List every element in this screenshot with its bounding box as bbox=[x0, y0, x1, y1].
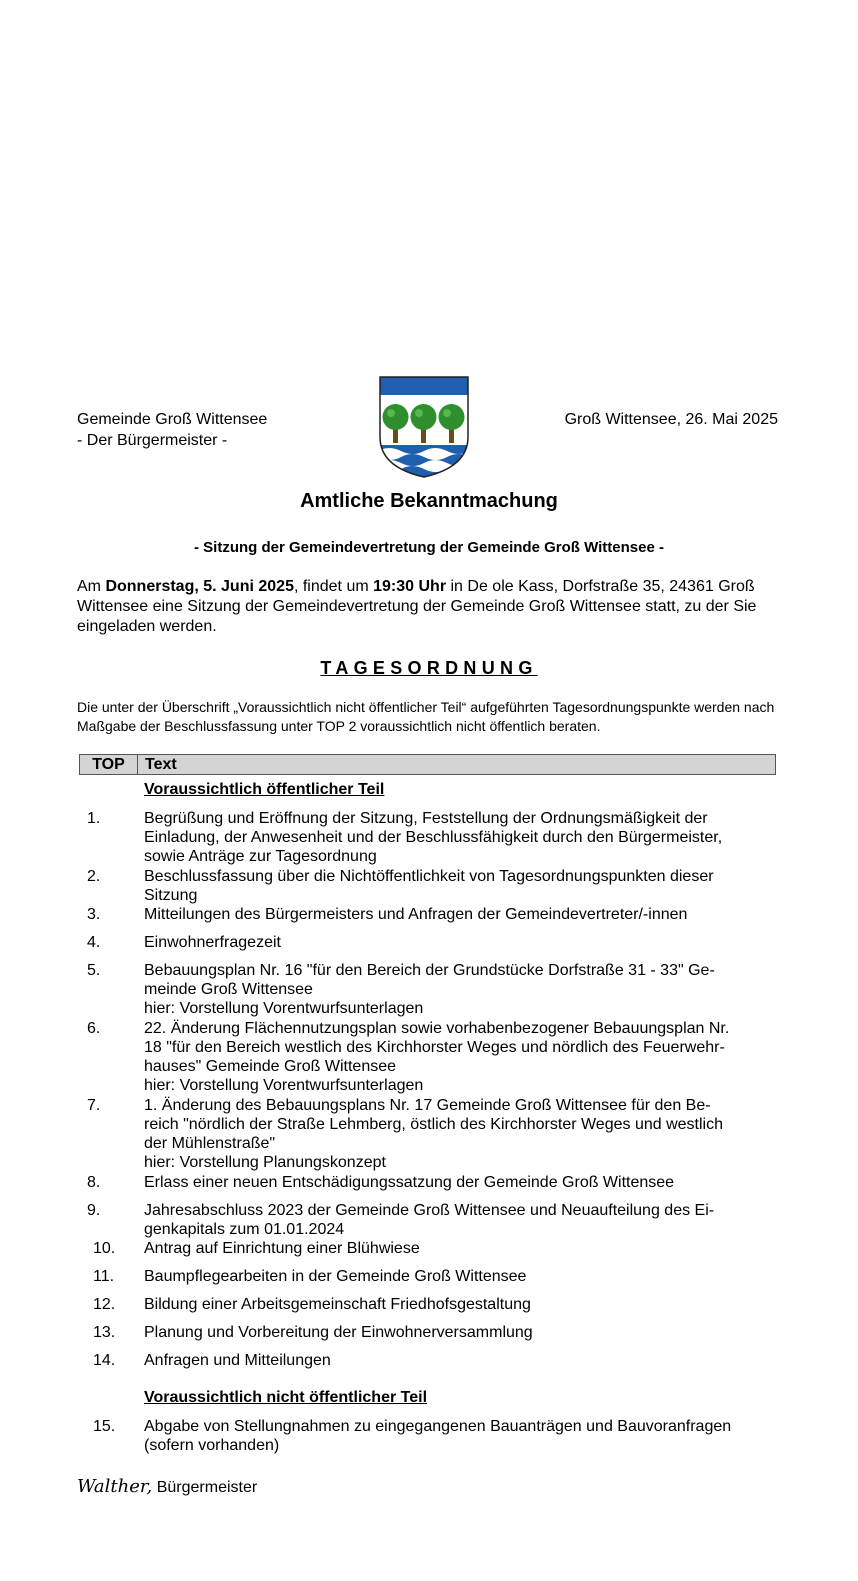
agenda-item-number: 7. bbox=[87, 1097, 101, 1114]
agenda-item-line: Antrag auf Einrichtung einer Blühwiese bbox=[144, 1240, 420, 1257]
agenda-item-number: 11. bbox=[93, 1268, 115, 1285]
agenda-item-line: meinde Groß Wittensee bbox=[144, 981, 313, 998]
agenda-item-number: 10. bbox=[93, 1240, 116, 1257]
agenda-item-line: hier: Vorstellung Planungskonzept bbox=[144, 1154, 386, 1171]
agenda-item-number: 12. bbox=[93, 1296, 116, 1313]
agenda-item-number: 3. bbox=[87, 906, 101, 923]
intro-text: Am bbox=[77, 578, 106, 595]
agenda-item-text bbox=[144, 1173, 777, 1192]
column-header-text: Text bbox=[145, 756, 177, 773]
agenda-item-line: reich "nördlich der Straße Lehmberg, östlich des Kirchhorster Weges und westlich bbox=[144, 1116, 723, 1133]
agenda-item-text bbox=[144, 933, 777, 952]
agenda-item-number: 5. bbox=[87, 962, 101, 979]
agenda-item-text bbox=[144, 1239, 777, 1258]
agenda-item-line: Beschlussfassung über die Nichtöffentlichkeit von Tagesordnungspunkten dieser bbox=[144, 868, 714, 885]
agenda-item-line: hier: Vorstellung Vorentwurfsunterlagen bbox=[144, 1077, 424, 1094]
agenda-item-text bbox=[144, 1096, 777, 1172]
signature-line bbox=[77, 1476, 257, 1497]
intro-text: , findet um bbox=[293, 578, 374, 595]
page-subtitle: - Sitzung der Gemeindevertretung der Gemeinde Groß Wittensee - bbox=[194, 539, 664, 556]
meeting-time: 19:30 Uhr bbox=[373, 578, 447, 595]
section-nonpublic-heading: Voraussichtlich nicht öffentlicher Teil bbox=[144, 1389, 428, 1406]
agenda-item-line: Erlass einer neuen Entschädigungssatzung der Gemeinde Groß Wittensee bbox=[144, 1174, 675, 1191]
column-header-top: TOP bbox=[80, 755, 138, 774]
agenda-item-line: 1. Änderung des Bebauungsplans Nr. 17 Gemeinde Groß Wittensee für den Be- bbox=[144, 1097, 711, 1114]
intro-text: in De ole Kass, Dorfstraße 35, 24361 Groß Wittensee eine Sitzung der Gemeindevertretung der Gemeinde Groß Wittensee statt, zu der Sie eingeladen werden. bbox=[77, 578, 757, 635]
agenda-item-line: der Mühlenstraße" bbox=[144, 1135, 276, 1152]
agenda-item-line: 18 "für den Bereich westlich des Kirchhorster Weges und nördlich des Feuerwehr- bbox=[144, 1039, 725, 1056]
intro-paragraph bbox=[77, 577, 782, 637]
agenda-item-number: 4. bbox=[87, 934, 101, 951]
agenda-item-line: 22. Änderung Flächennutzungsplan sowie vorhabenbezogener Bebauungsplan Nr. bbox=[144, 1020, 730, 1037]
agenda-item-number: 6. bbox=[87, 1020, 101, 1037]
agenda-item-text bbox=[144, 1417, 777, 1455]
agenda-item-line: hauses" Gemeinde Groß Wittensee bbox=[144, 1058, 397, 1075]
agenda-item-number: 15. bbox=[93, 1418, 116, 1435]
issuer-role: - Der Bürgermeister - bbox=[77, 432, 228, 449]
signature-role: Bürgermeister bbox=[156, 1479, 258, 1496]
agenda-item-text bbox=[144, 1267, 777, 1286]
agenda-item-line: Bildung einer Arbeitsgemeinschaft Friedhofsgestaltung bbox=[144, 1296, 531, 1313]
page-title: Amtliche Bekanntmachung bbox=[300, 490, 558, 512]
agenda-item-line: Sitzung bbox=[144, 887, 198, 904]
agenda-item-text bbox=[144, 867, 777, 905]
agenda-item-line: genkapitals zum 01.01.2024 bbox=[144, 1221, 345, 1238]
agenda-item-text bbox=[144, 1323, 777, 1342]
issuer-block bbox=[77, 409, 267, 451]
coat-of-arms-icon bbox=[378, 375, 470, 479]
agenda-item-line: Jahresabschluss 2023 der Gemeinde Groß Wittensee und Neuaufteilung des Ei- bbox=[144, 1202, 715, 1219]
nonpublic-note: Die unter der Überschrift „Voraussichtlich nicht öffentlicher Teil“ aufgeführten Tagesordnungspunkte werden nach Maßgabe der Beschlussfassung unter TOP 2 voraussichtlich nicht öffentlich beraten. bbox=[77, 699, 775, 734]
agenda-item-number: 1. bbox=[87, 810, 101, 827]
agenda-item-text bbox=[144, 809, 777, 866]
agenda-item-text bbox=[144, 1019, 777, 1095]
agenda-item-line: sowie Anträge zur Tagesordnung bbox=[144, 848, 377, 865]
agenda-item-line: (sofern vorhanden) bbox=[144, 1437, 280, 1454]
agenda-item-number: 9. bbox=[87, 1202, 101, 1219]
agenda-item-number: 14. bbox=[93, 1352, 116, 1369]
agenda-item-text bbox=[144, 1201, 777, 1239]
agenda-item-line: Anfragen und Mitteilungen bbox=[144, 1352, 331, 1369]
agenda-item-line: Einladung, der Anwesenheit und der Beschlussfähigkeit durch den Bürgermeister, bbox=[144, 829, 723, 846]
agenda-item-text bbox=[144, 1351, 777, 1370]
meeting-date: Donnerstag, 5. Juni 2025 bbox=[105, 578, 294, 595]
signature-name: Walther, bbox=[77, 1476, 153, 1497]
agenda-item-text bbox=[144, 1295, 777, 1314]
agenda-item-line: Einwohnerfragezeit bbox=[144, 934, 281, 951]
agenda-item-text bbox=[144, 905, 777, 924]
agenda-item-line: Mitteilungen des Bürgermeisters und Anfragen der Gemeindevertreter/-innen bbox=[144, 906, 688, 923]
agenda-item-text bbox=[144, 961, 777, 1018]
agenda-item-line: Bebauungsplan Nr. 16 "für den Bereich der Grundstücke Dorfstraße 31 - 33" Ge- bbox=[144, 962, 715, 979]
place-date: Groß Wittensee, 26. Mai 2025 bbox=[564, 411, 778, 428]
section-public-heading: Voraussichtlich öffentlicher Teil bbox=[144, 781, 385, 798]
agenda-heading: TAGESORDNUNG bbox=[320, 658, 538, 678]
agenda-item-number: 2. bbox=[87, 868, 101, 885]
issuer-name: Gemeinde Groß Wittensee bbox=[77, 411, 268, 428]
agenda-table-header bbox=[79, 754, 776, 775]
agenda-item-line: Abgabe von Stellungnahmen zu eingegangenen Bauanträgen und Bauvoranfragen bbox=[144, 1418, 732, 1435]
agenda-item-line: Baumpflegearbeiten in der Gemeinde Groß Wittensee bbox=[144, 1268, 527, 1285]
agenda-item-number: 8. bbox=[87, 1174, 101, 1191]
agenda-item-line: hier: Vorstellung Vorentwurfsunterlagen bbox=[144, 1000, 424, 1017]
agenda-item-line: Planung und Vorbereitung der Einwohnerversammlung bbox=[144, 1324, 533, 1341]
agenda-item-line: Begrüßung und Eröffnung der Sitzung, Feststellung der Ordnungsmäßigkeit der bbox=[144, 810, 708, 827]
agenda-item-number: 13. bbox=[93, 1324, 116, 1341]
